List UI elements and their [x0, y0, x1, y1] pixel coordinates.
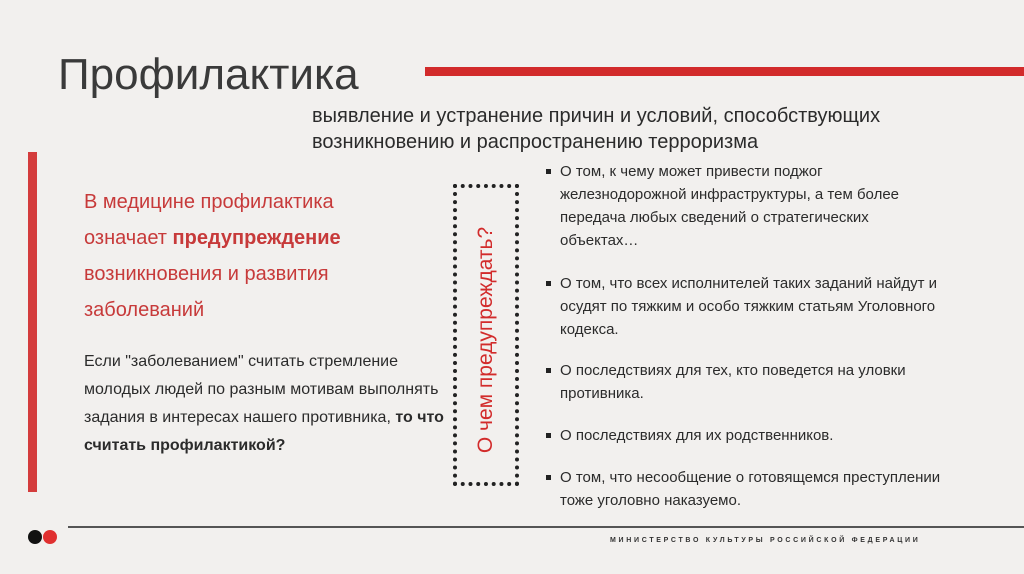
bullet-text: О последствиях для тех, кто поведется на уловки противника. [560, 362, 906, 402]
bullet-text: О последствиях для их родственников. [560, 427, 834, 444]
bullet-square-icon [546, 281, 551, 286]
definition-part1: В медицине профилактика означает [84, 191, 334, 249]
vertical-label: О чем предупреждать? [474, 226, 497, 454]
bullet-square-icon [546, 475, 551, 480]
black-dot-icon [28, 530, 42, 544]
question-part1: Если "заболеванием" считать стремление молодых людей по разным мотивам выполнять задания в интересах нашего противника, [84, 353, 439, 426]
definition-bold: предупреждение [172, 227, 341, 249]
definition-text [84, 184, 414, 328]
bullet-text: О том, что всех исполнителей таких заданий найдут и осудят по тяжким и особо тяжким статьям Уголовного кодекса. [560, 275, 937, 338]
bullet-text: О том, к чему может привести поджог железнодорожной инфраструктуры, а тем более передача любых сведений о стратегических объектах… [560, 163, 900, 249]
definition-part2: возникновения и развития заболеваний [84, 263, 329, 321]
red-dot-icon [43, 530, 57, 544]
question-bold: то что считать профилактикой? [84, 409, 444, 454]
bullet-square-icon [546, 433, 551, 438]
bullet-item [546, 272, 946, 341]
bullet-item [546, 424, 946, 447]
left-accent-bar [28, 152, 37, 492]
slide-title: Профилактика [58, 50, 359, 99]
question-text [84, 348, 444, 460]
bullet-list [546, 160, 946, 512]
bullet-text: О том, что несообщение о готовящемся преступлении тоже уголовно наказуемо. [560, 469, 941, 509]
bullet-square-icon [546, 368, 551, 373]
bullet-square-icon [546, 169, 551, 174]
footer-ministry: МИНИСТЕРСТВО КУЛЬТУРЫ РОССИЙСКОЙ ФЕДЕРАЦИИ [610, 537, 921, 544]
bullet-item [546, 466, 946, 512]
title-accent-line [425, 67, 1024, 76]
bullet-item [546, 359, 946, 405]
slide-subtitle: выявление и устранение причин и условий, способствующих возникновению и распространению терроризма [312, 105, 881, 153]
footer-divider [68, 526, 1024, 528]
bullet-item [546, 160, 946, 252]
